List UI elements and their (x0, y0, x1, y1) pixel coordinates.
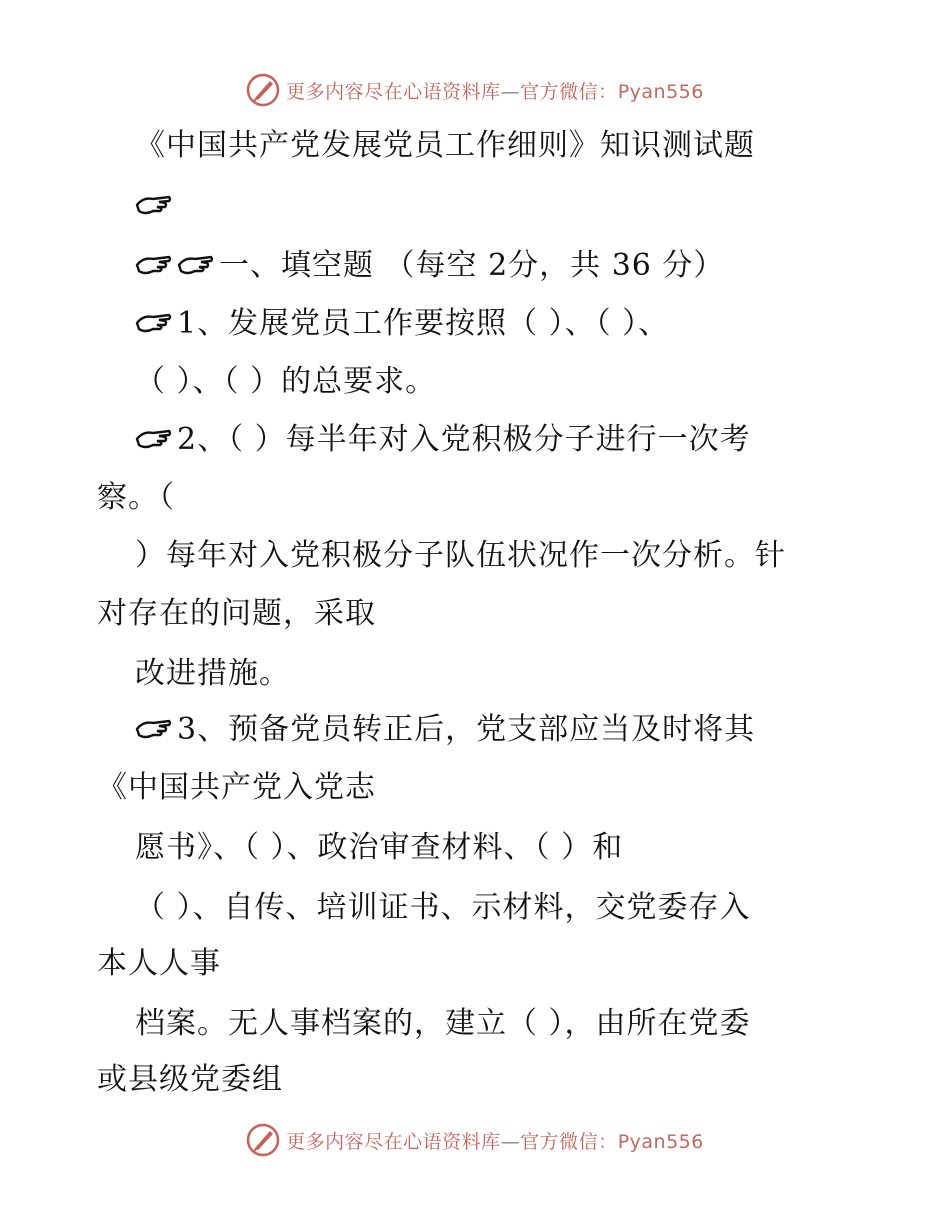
pointing-hand-icon (135, 189, 173, 219)
page-title: 《中国共产党发展党员工作细则》知识测试题 (135, 128, 755, 163)
question-1: 1、发展党员工作要按照（ ）、（ ）、 (135, 304, 669, 344)
banner-text: 更多内容尽在心语资料库—官方微信：Pyan556 (286, 80, 704, 103)
pointing-hand-icon (135, 713, 173, 743)
pointing-hand-icon (135, 307, 173, 337)
question-2: 2、（ ）每半年对入党积极分子进行一次考 (135, 420, 751, 460)
question-2-cont: 察。（ (97, 480, 175, 515)
list-item (135, 186, 177, 226)
quill-logo-icon (246, 73, 280, 107)
pointing-hand-icon (135, 423, 173, 453)
header-banner (0, 70, 950, 110)
question-3: 3、预备党员转正后，党支部应当及时将其 (135, 710, 755, 750)
question-3-cont: 《中国共产党入党志 (97, 770, 376, 805)
pointing-hand-icon (135, 249, 173, 279)
banner-text: 更多内容尽在心语资料库—官方微信：Pyan556 (286, 1130, 704, 1153)
pointing-hand-icon (177, 249, 215, 279)
quill-logo-icon (246, 1123, 280, 1157)
question-2-cont: ）每年对入党积极分子队伍状况作一次分析。针 (135, 538, 786, 573)
section-heading: 一、填空题 （每空 2分，共 36 分） (135, 246, 724, 286)
question-3-cont: 或县级党委组 (97, 1062, 283, 1097)
question-3-cont: （ ）、自传、培训证书、示材料，交党委存入 (135, 890, 751, 925)
question-2-cont: 改进措施。 (135, 656, 290, 691)
footer-banner (0, 1120, 950, 1160)
question-3-cont: 本人人事 (97, 946, 221, 981)
question-2-cont: 对存在的问题，采取 (97, 596, 376, 631)
question-3-cont: 档案。无人事档案的，建立（ ），由所在党委 (135, 1006, 751, 1041)
question-3-cont: 愿书》、（ ）、政治审查材料、（ ）和 (135, 830, 624, 865)
question-1-cont: （ ）、（ ）的总要求。 (135, 364, 437, 399)
